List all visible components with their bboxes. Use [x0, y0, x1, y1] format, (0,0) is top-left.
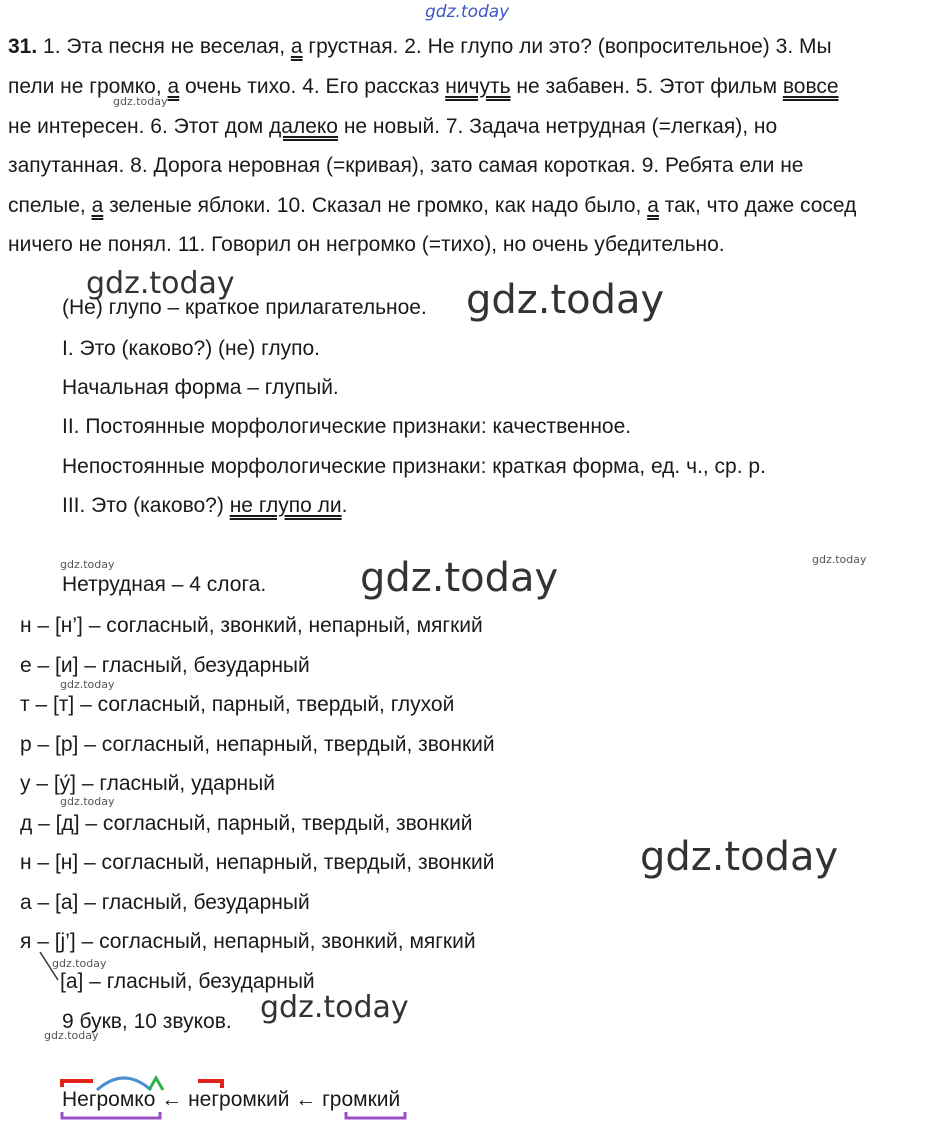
phonetic-title: Нетрудная – 4 слога.: [62, 573, 267, 596]
exercise-line-6: ничего не понял. 11. Говорил он негромко (=тихо), но очень убедительно.: [8, 233, 725, 256]
watermark-mid: gdz.today: [86, 266, 235, 301]
base-mark: [62, 1112, 160, 1118]
phonetic-row: [а] – гласный, безударный: [60, 970, 315, 993]
phonetic-row: е – [и] – гласный, безударный: [20, 654, 310, 677]
analysis-line-5: Непостоянные морфологические признаки: краткая форма, ед. ч., ср. р.: [62, 455, 766, 478]
morphemic-word: Негромко: [62, 1088, 156, 1111]
word-vovse: вовсе: [782, 75, 839, 98]
predicate-underlined: не глупо ли: [229, 494, 342, 517]
phonetic-row: я – [j’] – согласный, непарный, звонкий, мягкий: [20, 930, 476, 953]
conjunction-a: а: [647, 194, 659, 217]
prefix-mark: [62, 1081, 93, 1087]
exercise-line-2: пели не громко, а очень тихо. 4. Его рассказ ничуть не забавен. 5. Этот фильм вовсе: [8, 75, 839, 98]
phonetic-row: н – [н] – согласный, непарный, твердый, звонкий: [20, 851, 495, 874]
word-nichut: ничуть: [445, 75, 511, 98]
phonetic-row: а – [а] – гласный, безударный: [20, 891, 310, 914]
phonetic-row: н – [н’] – согласный, звонкий, непарный, мягкий: [20, 614, 483, 637]
exercise-number: 31.: [8, 35, 38, 58]
base-mark: [346, 1112, 405, 1118]
watermark-small: gdz.today: [60, 795, 115, 808]
morphemic-chain: Негромко ← негромкий ← громкий: [62, 1088, 401, 1111]
conjunction-a: а: [167, 75, 180, 98]
watermark-big: gdz.today: [360, 555, 559, 601]
watermark-small: gdz.today: [60, 558, 115, 571]
watermark-big: gdz.today: [466, 277, 665, 323]
analysis-line-6: III. Это (каково?) не глупо ли.: [62, 494, 348, 517]
watermark-small: gdz.today: [60, 678, 115, 691]
watermark-small: gdz.today: [812, 553, 867, 566]
watermark-small: gdz.today: [52, 957, 107, 970]
analysis-line-4: II. Постоянные морфологические признаки: качественное.: [62, 415, 632, 438]
watermark-mid: gdz.today: [260, 990, 409, 1025]
watermark-small: gdz.today: [44, 1029, 99, 1042]
analysis-line-2: I. Это (каково?) (не) глупо.: [62, 337, 320, 360]
conjunction-a: а: [91, 194, 104, 217]
watermark-big: gdz.today: [640, 834, 839, 880]
exercise-line-5: спелые, а зеленые яблоки. 10. Сказал не громко, как надо было, а так, что даже сосед: [8, 194, 857, 217]
derivation-step-2: громкий: [322, 1088, 401, 1111]
suffix-mark: [149, 1078, 163, 1090]
analysis-line-3: Начальная форма – глупый.: [62, 376, 339, 399]
watermark-small: gdz.today: [113, 95, 168, 108]
watermark-top: gdz.today: [425, 2, 510, 22]
phonetic-row: р – [р] – согласный, непарный, твердый, звонкий: [20, 733, 495, 756]
word-daleko: далеко: [269, 115, 338, 138]
prefix-mark: [198, 1081, 222, 1088]
exercise-line-1: 31. 1. Эта песня не веселая, а грустная. 2. Не глупо ли это? (вопросительное) 3. Мы: [8, 35, 832, 58]
phonetic-row: т – [т] – согласный, парный, твердый, глухой: [20, 693, 455, 716]
derivation-step-1: негромкий: [188, 1088, 290, 1111]
phonetic-row: у – [у́] – гласный, ударный: [20, 772, 275, 795]
phoneme-split-line: [40, 952, 58, 980]
root-mark: [97, 1078, 151, 1090]
phonetic-row: д – [д] – согласный, парный, твердый, звонкий: [20, 812, 473, 835]
exercise-line-3: не интересен. 6. Этот дом далеко не новый. 7. Задача нетрудная (=легкая), но: [8, 115, 778, 138]
phonetic-summary: 9 букв, 10 звуков.: [62, 1010, 232, 1033]
analysis-line-1: (Не) глупо – краткое прилагательное.: [62, 296, 427, 319]
conjunction-a: а: [290, 35, 303, 58]
exercise-line-4: запутанная. 8. Дорога неровная (=кривая), зато самая короткая. 9. Ребята ели не: [8, 154, 804, 177]
